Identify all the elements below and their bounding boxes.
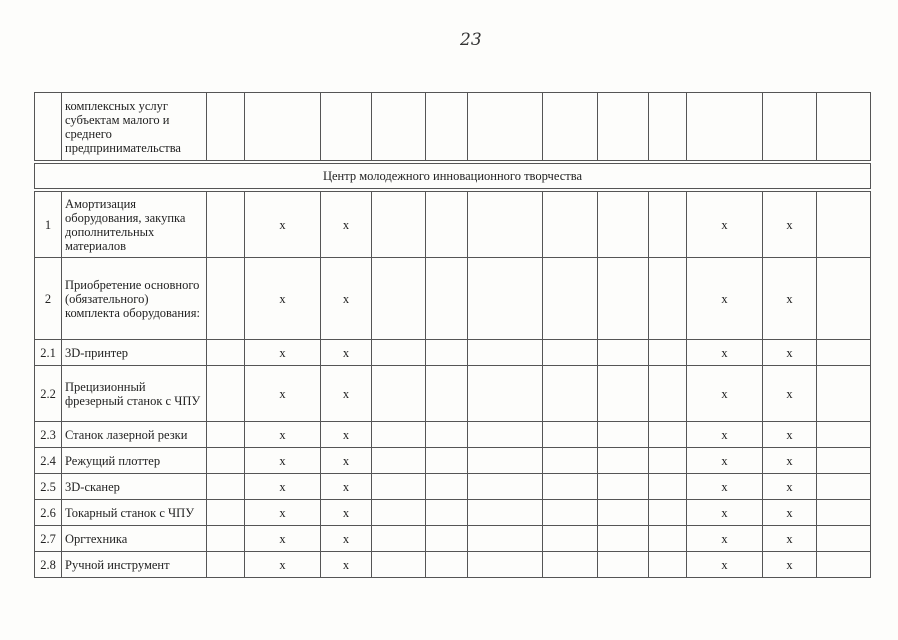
table-row [35,474,871,500]
table-row [35,366,871,422]
row-number [35,93,62,161]
cell [543,258,598,340]
cell [426,500,468,526]
cell [543,192,598,258]
table-row-continued [35,93,871,161]
cell [543,340,598,366]
cell [468,500,543,526]
mark-cell: x [687,192,763,258]
cell [207,552,245,578]
cell [426,552,468,578]
cell [372,258,426,340]
mark-cell: x [321,258,372,340]
cell [649,448,687,474]
cell [426,366,468,422]
cell [649,552,687,578]
cell [426,93,468,161]
mark-cell: x [687,474,763,500]
cell [372,340,426,366]
mark-cell: x [245,552,321,578]
mark-cell: x [687,258,763,340]
cell [543,500,598,526]
cell [372,422,426,448]
cell [468,422,543,448]
mark-cell: x [321,552,372,578]
cell [598,340,649,366]
mark-cell: x [687,422,763,448]
cell [598,366,649,422]
mark-cell: x [245,192,321,258]
mark-cell: x [763,474,817,500]
cell [817,93,871,161]
mark-cell: x [763,258,817,340]
mark-cell: x [245,366,321,422]
cell [372,93,426,161]
cell [426,474,468,500]
mark-cell: x [687,500,763,526]
table-row [35,258,871,340]
mark-cell: x [245,474,321,500]
cell [687,93,763,161]
cell [817,192,871,258]
cell [817,500,871,526]
table-row [35,526,871,552]
mark-cell: x [321,422,372,448]
mark-cell: x [321,366,372,422]
cell [598,448,649,474]
mark-cell: x [687,448,763,474]
mark-cell: x [245,500,321,526]
cell [468,340,543,366]
cell [598,474,649,500]
row-name: Оргтехника [62,526,207,552]
mark-cell: x [321,192,372,258]
table-row [35,340,871,366]
row-number: 2 [35,258,62,340]
mark-cell: x [245,448,321,474]
cell [426,526,468,552]
row-name: Токарный станок с ЧПУ [62,500,207,526]
row-number: 2.2 [35,366,62,422]
row-number: 2.7 [35,526,62,552]
cell [649,93,687,161]
cell [817,552,871,578]
section-title: Центр молодежного инновационного творчества [35,164,871,189]
row-number: 2.6 [35,500,62,526]
cell [543,93,598,161]
cell [426,448,468,474]
cell [426,192,468,258]
cell [468,93,543,161]
cell [817,340,871,366]
mark-cell: x [687,552,763,578]
cell [598,526,649,552]
cell [207,448,245,474]
cell [468,192,543,258]
mark-cell: x [763,500,817,526]
cell [372,500,426,526]
mark-cell: x [321,500,372,526]
cell [543,366,598,422]
table-row [35,448,871,474]
table-row [35,552,871,578]
row-number: 2.8 [35,552,62,578]
row-name: комплексных услуг субъектам малого и среднего предпринимательства [62,93,207,161]
mark-cell: x [763,526,817,552]
mark-cell: x [321,448,372,474]
row-name: Станок лазерной резки [62,422,207,448]
cell [372,448,426,474]
cell [543,526,598,552]
cell [598,552,649,578]
cell [598,258,649,340]
mark-cell: x [321,526,372,552]
cell [817,366,871,422]
cell [468,366,543,422]
cell [598,422,649,448]
row-number: 1 [35,192,62,258]
row-name: Прецизионный фрезерный станок с ЧПУ [62,366,207,422]
row-number: 2.3 [35,422,62,448]
cell [543,448,598,474]
mark-cell: x [687,526,763,552]
mark-cell: x [763,552,817,578]
mark-cell: x [763,366,817,422]
cell [372,366,426,422]
row-name: 3D-сканер [62,474,207,500]
cell [649,258,687,340]
cell [468,526,543,552]
cell [468,474,543,500]
cell [207,366,245,422]
cell [321,93,372,161]
cell [207,93,245,161]
mark-cell: x [687,366,763,422]
cell [207,340,245,366]
cell [245,93,321,161]
cell [372,192,426,258]
cell [207,422,245,448]
cell [649,526,687,552]
equipment-table [34,92,871,578]
mark-cell: x [245,422,321,448]
row-name: Ручной инструмент [62,552,207,578]
cell [598,93,649,161]
cell [649,500,687,526]
cell [207,500,245,526]
cell [372,526,426,552]
cell [763,93,817,161]
cell [817,258,871,340]
cell [598,192,649,258]
row-number: 2.5 [35,474,62,500]
cell [817,422,871,448]
mark-cell: x [245,526,321,552]
mark-cell: x [321,340,372,366]
cell [468,448,543,474]
mark-cell: x [763,422,817,448]
cell [468,552,543,578]
page-number: 23 [460,30,482,50]
cell [598,500,649,526]
row-name: Приобретение основного (обязательного) комплекта оборудования: [62,258,207,340]
cell [468,258,543,340]
cell [426,422,468,448]
cell [426,258,468,340]
mark-cell: x [321,474,372,500]
cell [817,448,871,474]
cell [649,422,687,448]
cell [372,474,426,500]
cell [207,474,245,500]
table-row [35,192,871,258]
cell [543,422,598,448]
cell [543,552,598,578]
row-name: Амортизация оборудования, закупка дополнительных материалов [62,192,207,258]
cell [372,552,426,578]
mark-cell: x [763,192,817,258]
cell [649,192,687,258]
table-row [35,500,871,526]
cell [817,526,871,552]
row-number: 2.4 [35,448,62,474]
cell [543,474,598,500]
mark-cell: x [245,258,321,340]
mark-cell: x [763,340,817,366]
mark-cell: x [687,340,763,366]
section-row [35,164,871,189]
cell [207,258,245,340]
mark-cell: x [763,448,817,474]
table-body [35,93,871,578]
row-number: 2.1 [35,340,62,366]
table-row [35,422,871,448]
cell [207,526,245,552]
cell [426,340,468,366]
cell [649,340,687,366]
row-name: 3D-принтер [62,340,207,366]
mark-cell: x [245,340,321,366]
cell [649,474,687,500]
row-name: Режущий плоттер [62,448,207,474]
cell [649,366,687,422]
cell [817,474,871,500]
cell [207,192,245,258]
